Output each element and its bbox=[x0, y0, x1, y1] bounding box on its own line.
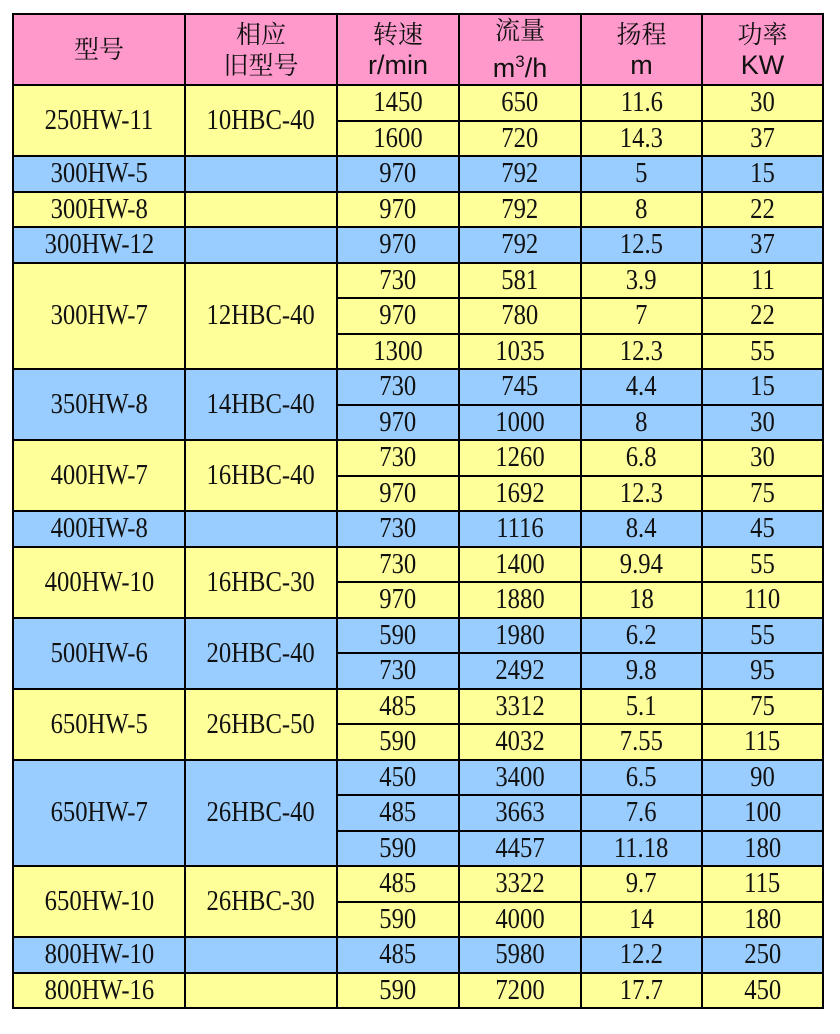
power-cell bbox=[702, 795, 823, 831]
head-cell bbox=[581, 618, 702, 654]
old-model-cell bbox=[185, 937, 337, 973]
header-model: 型号 bbox=[13, 14, 185, 85]
speed-cell bbox=[337, 511, 459, 547]
flow-cell bbox=[459, 937, 581, 973]
head-cell-text: 11.18 bbox=[614, 831, 669, 864]
head-cell bbox=[581, 511, 702, 547]
flow-cell bbox=[459, 724, 581, 760]
old-model-cell-text: 20HBC-40 bbox=[206, 636, 316, 669]
model-cell-text: 500HW-6 bbox=[50, 636, 148, 669]
header-flow: 流量 $m^3/h$ bbox=[459, 14, 581, 85]
power-cell-text: 30 bbox=[750, 86, 775, 119]
power-cell bbox=[702, 760, 823, 796]
model-cell bbox=[13, 369, 185, 440]
header-old-model: 相应 旧型号 bbox=[185, 14, 337, 85]
table-row bbox=[13, 547, 823, 583]
speed-cell bbox=[337, 689, 459, 725]
old-model-cell-text: 12HBC-40 bbox=[206, 299, 316, 332]
head-cell-text: 6.8 bbox=[626, 441, 657, 474]
power-cell-text: 115 bbox=[744, 725, 781, 758]
head-cell bbox=[581, 334, 702, 370]
speed-cell-text: 970 bbox=[379, 405, 417, 438]
head-cell bbox=[581, 85, 702, 121]
table-row bbox=[13, 263, 823, 299]
old-model-cell bbox=[185, 156, 337, 192]
flow-cell-text: 780 bbox=[501, 299, 539, 332]
head-cell bbox=[581, 937, 702, 973]
power-cell-text: 100 bbox=[744, 796, 781, 829]
flow-cell-text: 7200 bbox=[495, 973, 545, 1006]
model-cell-text: 800HW-16 bbox=[44, 973, 154, 1006]
old-model-cell bbox=[185, 511, 337, 547]
head-cell-text: 9.8 bbox=[626, 654, 657, 687]
model-cell bbox=[13, 440, 185, 511]
model-cell-text: 400HW-8 bbox=[50, 512, 148, 545]
speed-cell-text: 485 bbox=[379, 796, 417, 829]
model-cell bbox=[13, 547, 185, 618]
head-cell bbox=[581, 582, 702, 618]
head-cell-text: 8 bbox=[635, 192, 648, 225]
speed-cell bbox=[337, 795, 459, 831]
table-row bbox=[13, 227, 823, 263]
speed-cell bbox=[337, 618, 459, 654]
head-cell bbox=[581, 227, 702, 263]
flow-cell bbox=[459, 582, 581, 618]
model-cell-text: 650HW-5 bbox=[50, 707, 148, 740]
header-row bbox=[13, 14, 823, 85]
model-cell bbox=[13, 192, 185, 228]
flow-cell bbox=[459, 760, 581, 796]
power-cell-text: 30 bbox=[750, 405, 775, 438]
power-cell-text: 37 bbox=[750, 228, 775, 261]
model-cell-text: 300HW-5 bbox=[50, 157, 148, 190]
flow-cell-text: 4457 bbox=[495, 831, 545, 864]
power-cell bbox=[702, 973, 823, 1009]
speed-cell-text: 590 bbox=[379, 973, 417, 1006]
speed-cell-text: 970 bbox=[379, 583, 417, 616]
power-cell-text: 45 bbox=[750, 512, 775, 545]
flow-cell bbox=[459, 156, 581, 192]
head-cell-text: 8 bbox=[635, 405, 648, 438]
speed-cell-text: 485 bbox=[379, 867, 417, 900]
power-cell-text: 115 bbox=[744, 867, 781, 900]
model-cell bbox=[13, 156, 185, 192]
power-cell bbox=[702, 866, 823, 902]
flow-cell bbox=[459, 121, 581, 157]
flow-cell bbox=[459, 689, 581, 725]
power-cell bbox=[702, 263, 823, 299]
old-model-cell-text: 26HBC-30 bbox=[206, 885, 316, 917]
power-cell-text: 110 bbox=[744, 583, 781, 616]
flow-cell bbox=[459, 902, 581, 938]
power-cell bbox=[702, 121, 823, 157]
power-cell bbox=[702, 298, 823, 334]
head-cell bbox=[581, 476, 702, 512]
old-model-cell bbox=[185, 85, 337, 156]
flow-cell-text: 720 bbox=[501, 121, 539, 154]
speed-cell-text: 590 bbox=[379, 725, 417, 758]
table-row bbox=[13, 760, 823, 796]
head-cell bbox=[581, 866, 702, 902]
speed-cell bbox=[337, 973, 459, 1009]
head-cell bbox=[581, 973, 702, 1009]
speed-cell bbox=[337, 724, 459, 760]
head-cell-text: 7 bbox=[635, 299, 648, 332]
power-cell-text: 11 bbox=[750, 263, 775, 296]
flow-cell bbox=[459, 618, 581, 654]
power-cell bbox=[702, 511, 823, 547]
power-cell bbox=[702, 582, 823, 618]
head-cell bbox=[581, 440, 702, 476]
speed-cell bbox=[337, 866, 459, 902]
power-cell-text: 15 bbox=[750, 157, 775, 190]
head-cell bbox=[581, 156, 702, 192]
flow-cell-text: 792 bbox=[501, 192, 539, 225]
power-cell-text: 95 bbox=[750, 654, 775, 687]
speed-cell-text: 590 bbox=[379, 618, 417, 651]
flow-cell-text: 792 bbox=[501, 157, 539, 190]
old-model-cell bbox=[185, 192, 337, 228]
speed-cell-text: 1450 bbox=[373, 86, 423, 119]
power-cell-text: 22 bbox=[750, 299, 775, 332]
flow-cell bbox=[459, 866, 581, 902]
speed-cell-text: 730 bbox=[379, 441, 417, 474]
head-cell-text: 14.3 bbox=[619, 121, 664, 154]
model-cell bbox=[13, 689, 185, 760]
speed-cell-text: 970 bbox=[379, 476, 417, 509]
model-cell-text: 650HW-10 bbox=[44, 885, 154, 917]
model-cell-text: 400HW-7 bbox=[50, 459, 148, 491]
model-cell-text: 350HW-8 bbox=[50, 388, 148, 420]
old-model-cell-text: 26HBC-50 bbox=[206, 707, 316, 740]
speed-cell-text: 590 bbox=[379, 902, 417, 935]
table-row bbox=[13, 618, 823, 654]
power-cell bbox=[702, 405, 823, 441]
flow-cell-text: 1400 bbox=[495, 547, 545, 580]
speed-cell-text: 590 bbox=[379, 831, 417, 864]
flow-cell-text: 3312 bbox=[495, 689, 545, 722]
table-row bbox=[13, 85, 823, 121]
model-cell-text: 300HW-7 bbox=[50, 299, 148, 332]
flow-cell bbox=[459, 795, 581, 831]
model-cell-text: 250HW-11 bbox=[44, 104, 154, 136]
head-cell-text: 9.94 bbox=[619, 547, 664, 580]
power-cell bbox=[702, 334, 823, 370]
model-cell-text: 650HW-7 bbox=[50, 796, 148, 829]
old-model-cell-text: 16HBC-40 bbox=[206, 459, 316, 491]
flow-cell bbox=[459, 85, 581, 121]
power-cell bbox=[702, 831, 823, 867]
old-model-cell bbox=[185, 227, 337, 263]
speed-cell-text: 730 bbox=[379, 512, 417, 545]
speed-cell bbox=[337, 902, 459, 938]
head-cell-text: 7.6 bbox=[626, 796, 657, 829]
flow-cell bbox=[459, 440, 581, 476]
head-cell-text: 7.55 bbox=[619, 725, 664, 758]
speed-cell bbox=[337, 760, 459, 796]
head-cell-text: 12.5 bbox=[619, 228, 664, 261]
head-cell-text: 9.7 bbox=[626, 867, 657, 900]
model-cell bbox=[13, 973, 185, 1009]
head-cell-text: 12.3 bbox=[619, 476, 664, 509]
head-cell-text: 14 bbox=[629, 902, 654, 935]
speed-cell-text: 730 bbox=[379, 263, 417, 296]
table-body bbox=[13, 85, 823, 1008]
model-cell bbox=[13, 263, 185, 370]
speed-cell-text: 970 bbox=[379, 192, 417, 225]
head-cell bbox=[581, 298, 702, 334]
old-model-cell bbox=[185, 547, 337, 618]
table-row bbox=[13, 937, 823, 973]
speed-cell bbox=[337, 547, 459, 583]
head-cell-text: 12.3 bbox=[619, 334, 664, 367]
power-cell-text: 180 bbox=[744, 831, 781, 864]
head-cell bbox=[581, 547, 702, 583]
table-header bbox=[13, 14, 823, 85]
speed-cell-text: 730 bbox=[379, 654, 417, 687]
head-cell-text: 11.6 bbox=[620, 86, 663, 119]
head-cell-text: 6.2 bbox=[626, 618, 657, 651]
old-model-cell-text: 26HBC-40 bbox=[206, 796, 316, 829]
power-cell bbox=[702, 440, 823, 476]
old-model-cell bbox=[185, 760, 337, 867]
power-cell bbox=[702, 369, 823, 405]
power-cell bbox=[702, 476, 823, 512]
power-cell-text: 55 bbox=[750, 618, 775, 651]
speed-cell-text: 1300 bbox=[373, 334, 423, 367]
old-model-cell bbox=[185, 440, 337, 511]
header-head: 扬程 m bbox=[581, 14, 702, 85]
speed-cell bbox=[337, 653, 459, 689]
table-row bbox=[13, 866, 823, 902]
power-cell bbox=[702, 902, 823, 938]
flow-cell bbox=[459, 973, 581, 1009]
flow-cell bbox=[459, 192, 581, 228]
speed-cell bbox=[337, 334, 459, 370]
power-cell bbox=[702, 227, 823, 263]
speed-cell-text: 450 bbox=[379, 760, 417, 793]
old-model-cell bbox=[185, 618, 337, 689]
flow-cell-text: 1260 bbox=[495, 441, 545, 474]
header-power: 功率 KW bbox=[702, 14, 823, 85]
header-speed: 转速 r/min bbox=[337, 14, 459, 85]
speed-cell bbox=[337, 440, 459, 476]
flow-cell-text: 745 bbox=[501, 370, 539, 403]
speed-cell-text: 970 bbox=[379, 228, 417, 261]
flow-cell bbox=[459, 831, 581, 867]
speed-cell-text: 730 bbox=[379, 370, 417, 403]
head-cell bbox=[581, 724, 702, 760]
flow-cell-text: 1116 bbox=[496, 512, 544, 545]
speed-cell bbox=[337, 937, 459, 973]
speed-cell bbox=[337, 405, 459, 441]
flow-cell-text: 4000 bbox=[495, 902, 545, 935]
model-cell-text: 400HW-10 bbox=[44, 565, 154, 598]
head-cell-text: 18 bbox=[629, 583, 654, 616]
head-cell-text: 17.7 bbox=[619, 973, 664, 1006]
speed-cell bbox=[337, 369, 459, 405]
speed-cell bbox=[337, 298, 459, 334]
old-model-cell-text: 10HBC-40 bbox=[206, 104, 316, 136]
power-cell bbox=[702, 937, 823, 973]
power-cell bbox=[702, 156, 823, 192]
model-cell bbox=[13, 511, 185, 547]
speed-cell-text: 730 bbox=[379, 547, 417, 580]
head-cell-text: 8.4 bbox=[626, 512, 657, 545]
power-cell bbox=[702, 85, 823, 121]
head-cell-text: 6.5 bbox=[626, 760, 657, 793]
head-cell bbox=[581, 689, 702, 725]
flow-cell bbox=[459, 405, 581, 441]
flow-cell bbox=[459, 263, 581, 299]
table-row bbox=[13, 973, 823, 1009]
old-model-cell bbox=[185, 866, 337, 937]
head-cell-text: 5 bbox=[635, 157, 648, 190]
flow-cell bbox=[459, 511, 581, 547]
head-cell bbox=[581, 795, 702, 831]
power-cell-text: 15 bbox=[750, 370, 775, 403]
speed-cell bbox=[337, 476, 459, 512]
pump-spec-table bbox=[12, 13, 824, 1009]
speed-cell-text: 970 bbox=[379, 157, 417, 190]
head-cell-text: 12.2 bbox=[619, 938, 664, 971]
flow-cell-text: 650 bbox=[501, 86, 539, 119]
power-cell bbox=[702, 689, 823, 725]
power-cell-text: 55 bbox=[750, 334, 775, 367]
model-cell bbox=[13, 937, 185, 973]
power-cell-text: 250 bbox=[744, 938, 781, 971]
speed-cell bbox=[337, 192, 459, 228]
head-cell bbox=[581, 369, 702, 405]
speed-cell bbox=[337, 831, 459, 867]
flow-cell bbox=[459, 653, 581, 689]
head-cell bbox=[581, 760, 702, 796]
table-row bbox=[13, 689, 823, 725]
table-row bbox=[13, 511, 823, 547]
power-cell-text: 22 bbox=[750, 192, 775, 225]
model-cell bbox=[13, 760, 185, 867]
speed-cell bbox=[337, 227, 459, 263]
head-cell bbox=[581, 653, 702, 689]
flow-cell-text: 581 bbox=[501, 263, 539, 296]
flow-cell-text: 1035 bbox=[495, 334, 545, 367]
power-cell-text: 75 bbox=[750, 689, 775, 722]
table-row bbox=[13, 369, 823, 405]
power-cell-text: 37 bbox=[750, 121, 775, 154]
power-cell bbox=[702, 724, 823, 760]
old-model-cell-text: 16HBC-30 bbox=[206, 565, 316, 598]
flow-cell-text: 792 bbox=[501, 228, 539, 261]
power-cell bbox=[702, 192, 823, 228]
power-cell bbox=[702, 618, 823, 654]
head-cell bbox=[581, 192, 702, 228]
head-cell-text: 4.4 bbox=[626, 370, 657, 403]
flow-cell bbox=[459, 476, 581, 512]
power-cell-text: 450 bbox=[744, 973, 781, 1006]
model-cell-text: 800HW-10 bbox=[44, 938, 154, 971]
flow-cell bbox=[459, 547, 581, 583]
head-cell-text: 5.1 bbox=[626, 689, 657, 722]
power-cell bbox=[702, 653, 823, 689]
head-cell bbox=[581, 831, 702, 867]
head-cell bbox=[581, 405, 702, 441]
speed-cell-text: 485 bbox=[379, 689, 417, 722]
table-row bbox=[13, 192, 823, 228]
flow-cell-text: 1000 bbox=[495, 405, 545, 438]
flow-cell bbox=[459, 369, 581, 405]
flow-cell-text: 1980 bbox=[495, 618, 545, 651]
flow-cell bbox=[459, 227, 581, 263]
model-cell-text: 300HW-8 bbox=[50, 192, 148, 225]
speed-cell bbox=[337, 263, 459, 299]
flow-cell bbox=[459, 334, 581, 370]
head-cell-text: 3.9 bbox=[626, 263, 657, 296]
speed-cell bbox=[337, 582, 459, 618]
model-cell-text: 300HW-12 bbox=[44, 228, 154, 261]
flow-cell bbox=[459, 298, 581, 334]
old-model-cell bbox=[185, 369, 337, 440]
head-cell bbox=[581, 121, 702, 157]
model-cell bbox=[13, 85, 185, 156]
speed-cell bbox=[337, 156, 459, 192]
speed-cell bbox=[337, 85, 459, 121]
power-cell-text: 180 bbox=[744, 902, 781, 935]
old-model-cell-text: 14HBC-40 bbox=[206, 388, 316, 420]
power-cell-text: 75 bbox=[750, 476, 775, 509]
flow-cell-text: 3663 bbox=[495, 796, 545, 829]
flow-cell-text: 1692 bbox=[495, 476, 545, 509]
table-row bbox=[13, 440, 823, 476]
speed-cell bbox=[337, 121, 459, 157]
old-model-cell bbox=[185, 263, 337, 370]
model-cell bbox=[13, 866, 185, 937]
old-model-cell bbox=[185, 973, 337, 1009]
power-cell bbox=[702, 547, 823, 583]
power-cell-text: 30 bbox=[750, 441, 775, 474]
flow-cell-text: 3400 bbox=[495, 760, 545, 793]
head-cell bbox=[581, 902, 702, 938]
flow-cell-text: 3322 bbox=[495, 867, 545, 900]
speed-cell-text: 485 bbox=[379, 938, 417, 971]
model-cell bbox=[13, 227, 185, 263]
speed-cell-text: 970 bbox=[379, 299, 417, 332]
power-cell-text: 55 bbox=[750, 547, 775, 580]
model-cell bbox=[13, 618, 185, 689]
flow-cell-text: 1880 bbox=[495, 583, 545, 616]
head-cell bbox=[581, 263, 702, 299]
power-cell-text: 90 bbox=[750, 760, 775, 793]
table-row bbox=[13, 156, 823, 192]
old-model-cell bbox=[185, 689, 337, 760]
flow-cell-text: 5980 bbox=[495, 938, 545, 971]
flow-cell-text: 2492 bbox=[495, 654, 545, 687]
flow-cell-text: 4032 bbox=[495, 725, 545, 758]
speed-cell-text: 1600 bbox=[373, 121, 423, 154]
